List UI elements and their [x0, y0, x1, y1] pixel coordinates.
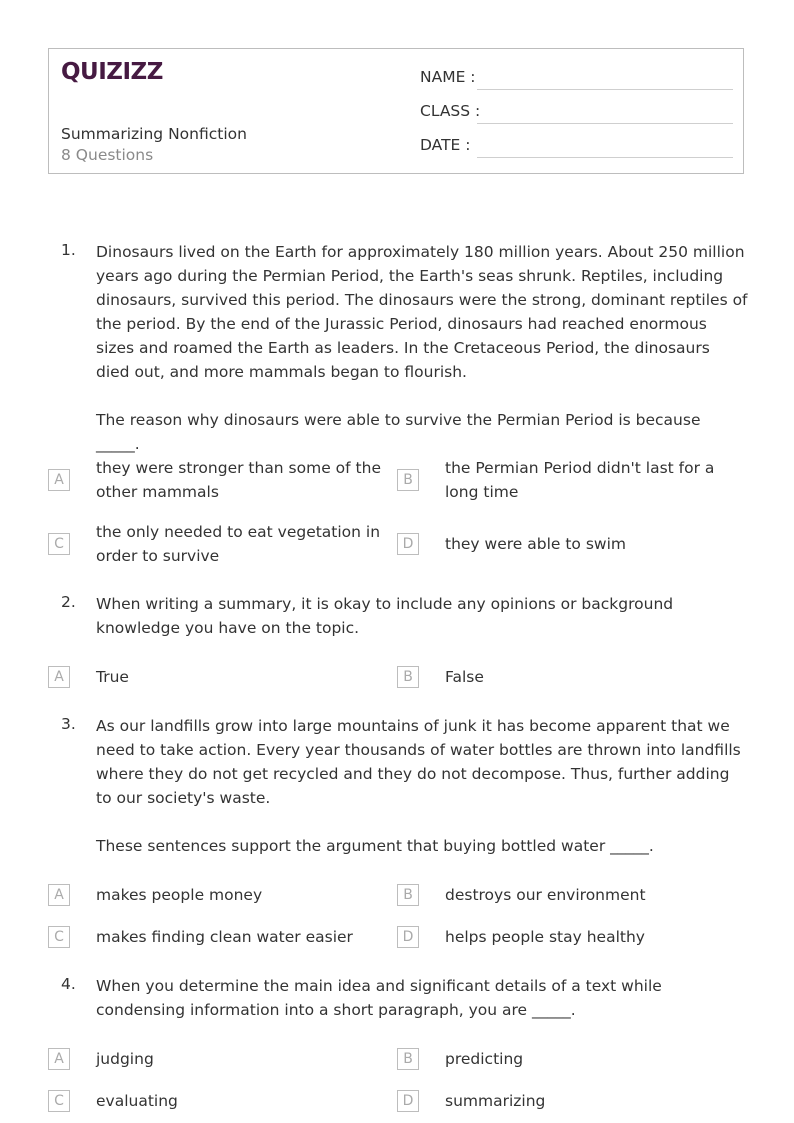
- date-label: DATE :: [420, 136, 471, 154]
- question-2-text: [96, 592, 748, 640]
- class-label: CLASS :: [420, 102, 481, 120]
- class-line[interactable]: [477, 123, 733, 124]
- option-c-text: evaluating: [96, 1092, 178, 1110]
- option-a-text: makes people money: [96, 886, 263, 904]
- option-d-box[interactable]: D: [397, 533, 419, 555]
- option-a-text: judging: [96, 1050, 154, 1068]
- option-b-box[interactable]: B: [397, 1048, 419, 1070]
- question-count: 8 Questions: [61, 146, 154, 164]
- option-c-text: the only needed to eat vegetation in order to survive: [96, 523, 381, 565]
- question-3-text: [96, 714, 748, 858]
- option-b-text: False: [445, 668, 484, 686]
- option-c-box[interactable]: C: [48, 533, 70, 555]
- question-4-prompt: When you determine the main idea and significant details of a text while condensing information into a short paragraph, you are _____.: [96, 977, 662, 1019]
- option-b-text: the Permian Period didn't last for a long time: [445, 459, 715, 501]
- option-b-text: predicting: [445, 1050, 524, 1068]
- option-b-box[interactable]: B: [397, 666, 419, 688]
- question-1-passage: Dinosaurs lived on the Earth for approximately 180 million years. About 250 million years ago during the Permian Period, the Earth's seas shrunk. Reptiles, including dinosaurs, survived this period. The dinosaurs were the strong, dominant reptiles of the period. By the end of the Jurassic Period, dinosaurs had reached enormous sizes and roamed the Earth as leaders. In the Cretaceous Period, the dinosaurs died out, and more mammals began to flourish.: [96, 243, 748, 381]
- question-3-number: 3.: [61, 715, 76, 733]
- option-d-text: summarizing: [445, 1092, 546, 1110]
- option-a-box[interactable]: A: [48, 884, 70, 906]
- quizizz-logo: QUIZIZZ: [61, 59, 163, 85]
- question-1-text: [96, 240, 748, 456]
- option-d-text: helps people stay healthy: [445, 928, 645, 946]
- option-a-box[interactable]: A: [48, 666, 70, 688]
- question-1-number: 1.: [61, 241, 76, 259]
- question-4-text: [96, 974, 748, 1022]
- option-a-box[interactable]: A: [48, 1048, 70, 1070]
- worksheet-title: Summarizing Nonfiction: [61, 125, 247, 143]
- option-d-text: they were able to swim: [445, 535, 626, 553]
- option-b-box[interactable]: B: [397, 469, 419, 491]
- option-a-box[interactable]: A: [48, 469, 70, 491]
- worksheet-header: [48, 48, 744, 174]
- option-d-box[interactable]: D: [397, 1090, 419, 1112]
- question-3-passage: As our landfills grow into large mountains of junk it has become apparent that we need to take action. Every year thousands of water bottles are thrown into landfills where they do not get recycled and they do not decompose. Thus, further adding to our society's waste.: [96, 717, 741, 807]
- date-line[interactable]: [477, 157, 733, 158]
- option-c-box[interactable]: C: [48, 1090, 70, 1112]
- option-d-box[interactable]: D: [397, 926, 419, 948]
- name-line[interactable]: [477, 89, 733, 90]
- option-a-text: they were stronger than some of the other mammals: [96, 459, 381, 501]
- question-2-number: 2.: [61, 593, 76, 611]
- option-c-text: makes finding clean water easier: [96, 928, 353, 946]
- option-c-box[interactable]: C: [48, 926, 70, 948]
- name-label: NAME :: [420, 68, 476, 86]
- option-b-box[interactable]: B: [397, 884, 419, 906]
- question-4-number: 4.: [61, 975, 76, 993]
- option-b-text: destroys our environment: [445, 886, 646, 904]
- question-2-prompt: When writing a summary, it is okay to include any opinions or background knowledge you have on the topic.: [96, 595, 674, 637]
- question-1-prompt: The reason why dinosaurs were able to survive the Permian Period is because _____.: [96, 411, 701, 453]
- option-a-text: True: [96, 668, 129, 686]
- question-3-prompt: These sentences support the argument that buying bottled water _____.: [96, 837, 654, 855]
